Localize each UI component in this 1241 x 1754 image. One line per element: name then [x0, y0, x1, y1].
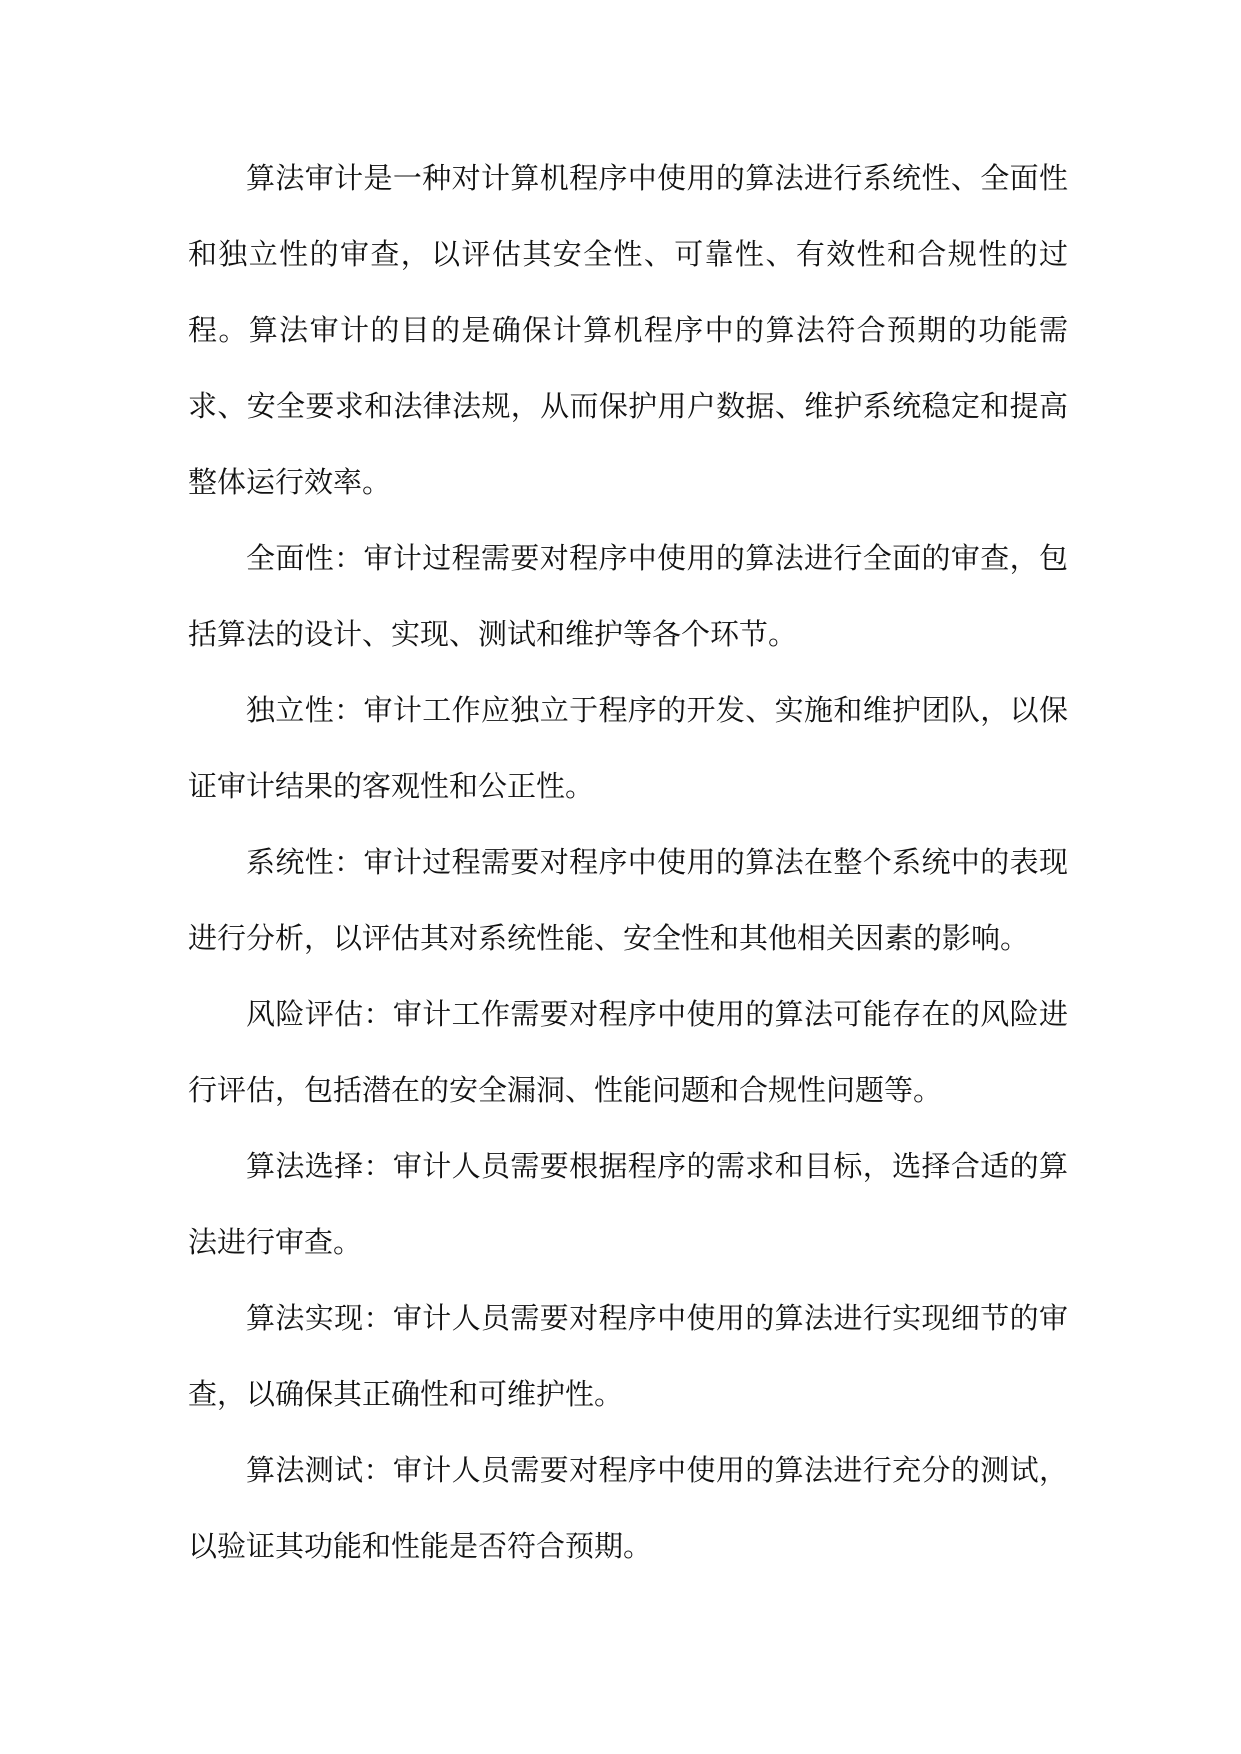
paragraph-risk-assessment: 风险评估：审计工作需要对程序中使用的算法可能存在的风险进行评估，包括潜在的安全漏洞、性能问题和合规性问题等。: [188, 997, 1068, 1107]
paragraph-intro: 算法审计是一种对计算机程序中使用的算法进行系统性、全面性和独立性的审查，以评估其安全性、可靠性、有效性和合规性的过程。算法审计的目的是确保计算机程序中的算法符合预期的功能需求、安全要求和法律法规，从而保护用户数据、维护系统稳定和提高整体运行效率。: [188, 161, 1068, 499]
paragraph-algorithm-implementation: 算法实现：审计人员需要对程序中使用的算法进行实现细节的审查，以确保其正确性和可维护性。: [188, 1301, 1068, 1411]
paragraph-independence: 独立性：审计工作应独立于程序的开发、实施和维护团队，以保证审计结果的客观性和公正性。: [188, 693, 1068, 803]
document-body: [188, 140, 1068, 1584]
paragraph-systematicness: 系统性：审计过程需要对程序中使用的算法在整个系统中的表现进行分析，以评估其对系统性能、安全性和其他相关因素的影响。: [188, 845, 1068, 955]
paragraph-algorithm-testing: 算法测试：审计人员需要对程序中使用的算法进行充分的测试，以验证其功能和性能是否符合预期。: [188, 1453, 1068, 1563]
paragraph-algorithm-selection: 算法选择：审计人员需要根据程序的需求和目标，选择合适的算法进行审查。: [188, 1149, 1068, 1259]
paragraph-comprehensiveness: 全面性：审计过程需要对程序中使用的算法进行全面的审查，包括算法的设计、实现、测试和维护等各个环节。: [188, 541, 1068, 651]
